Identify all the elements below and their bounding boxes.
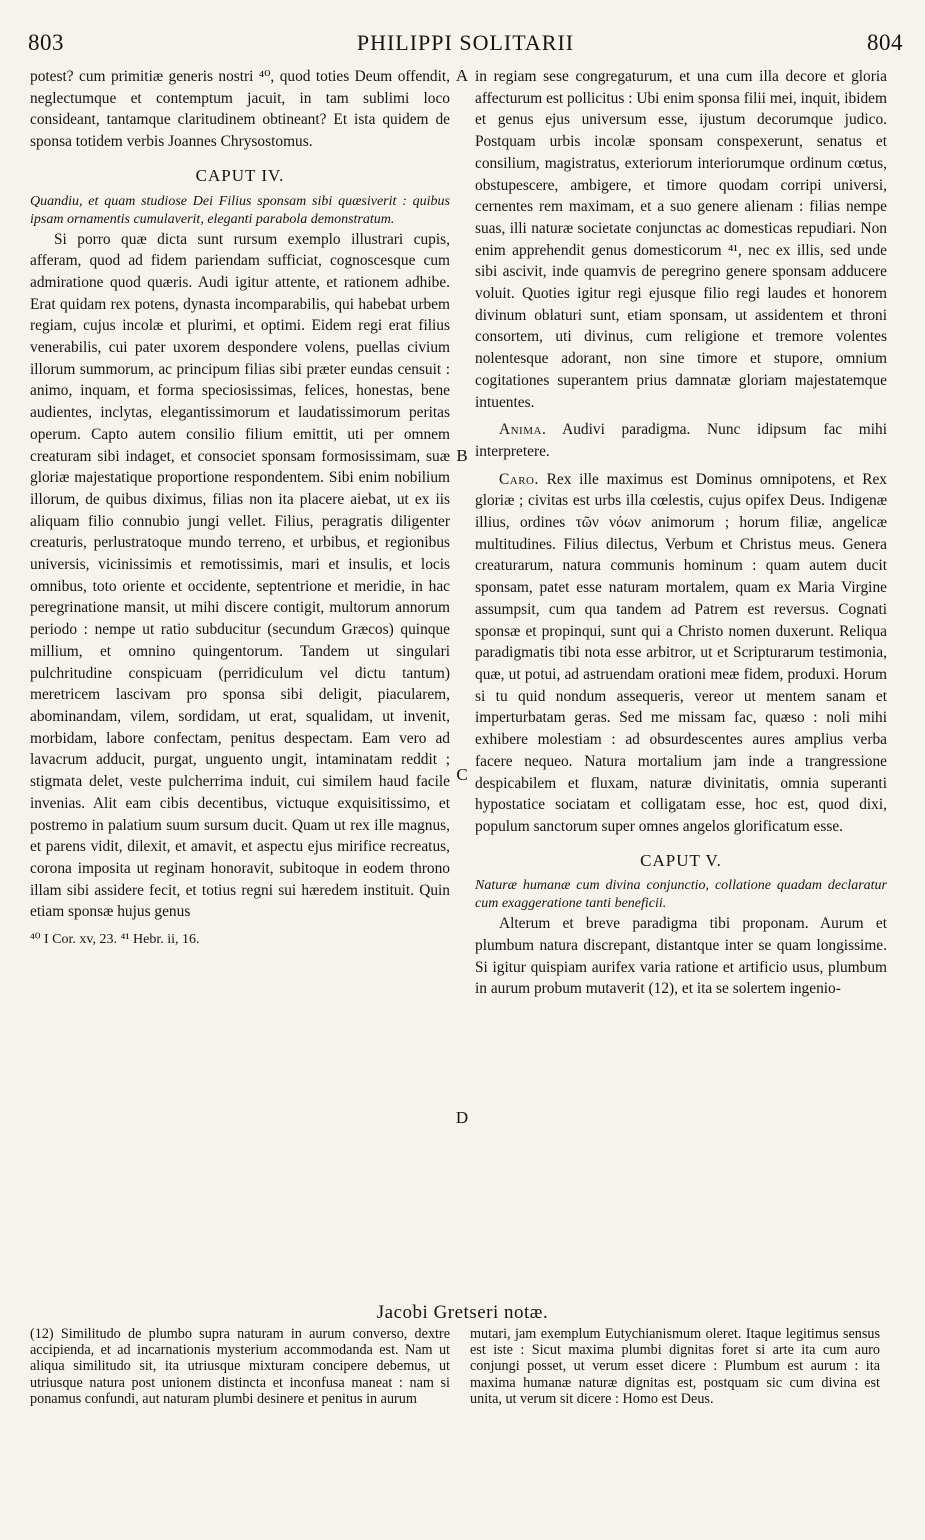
notes-left-column [30,1326,450,1407]
left-paragraph-2: Si porro quæ dicta sunt rursum exemplo illustrari cupis, afferam, quod ad fidem pariendam sufficiat, cognoscesque cum admiratione quod quæris. Audi igitur attente, et rationem adhibe. Erat quidam rex potens, dynasta incomparabilis, qui habebat urbem regiam, cujus incolæ et plurimi, et optimi. Eidem regi erat filius venerabilis, cui pater uxorem despondere volens, puellas civium illorum summorum, ac principum filias sibi præter eundas censuit : animo, inquam, et forma speciosissimas, felices, honestas, bene audientes, inclytas, elegantissimorum et laudatissimorum peritas operum. Capto autem consilio filium emittit, uti per omnem creaturam sibi indaget, et consociet sponsam formosissimam, suæ gloriæ majestatique proportione respondentem. Sibi enim nobilium illorum, de quibus diximus, filias non ita placere aiebat, ut ex iis aliquam filio connubio jungi vellet. Filius, peragratis diligenter creaturis, perlustratoque mundo terreno, et urbibus, et regionibus universis, vicinissimis et remotissimis, mari et insulis, et locis omnibus, toto oriente et occidente, septentrione et meridie, in hac peregrinatione mansit, ut mihi discere contigit, multorum annorum periodo : nempe ut ratio subducitur (secundum Græcos) quinque millium, et omnino quingentorum. Tandem ut singulari pulchritudine conspicuam (perridiculum vel dictu tantum) meretricem lascivam pro sponsa sibi deligit, piacularem, abominandam, vilem, sordidam, ut erat, squalidam, ut invenit, morbidam, labore confectam, penitus despectam. Eam vero ad lavacrum adducit, purgat, unguento ungit, intaminatam reddit ; stigmata delet, veste pulcherrima induit, cui similem haud facile invenias. Alit eam cibis decentibus, victuque exquisitissimo, et postremo in palatium suum sursum ducit. Quam ut rex ille magnus, et parens vidit, dilexit, et amavit, et aspectu ejus mirifice recreatus, corona imposita ut reginam honoravit, subitoque in eodem throno illam sibi assidere fecit, et totius regni sui hæredem instituit. Quin etiam sponsæ hujus genus [30,230,450,921]
note-12-part-2: mutari, jam exemplum Eutychianismum oleret. Itaque legitimus sensus est iste : Sicut maxima plumbi dignitas foret si arte ita cum auro conjungi posset, ut verum esset dicere : Plumbum est aurum : ita maxima humanæ naturæ dignitas est, postquam sic cum divina est unita, ut verum sit dicere : Homo est Deus. [470,1326,880,1407]
page-number-right: 804 [866,30,903,55]
left-footnotes: ⁴⁰ I Cor. xv, 23. ⁴¹ Hebr. ii, 16. [30,932,200,948]
notes-heading: Jacobi Gretseri notæ. [376,1302,549,1323]
left-column [30,66,450,951]
running-title: PHILIPPI SOLITARII [356,30,575,55]
right-paragraph-1: in regiam sese congregaturum, et una cum illa decore et gloria affecturum est pollicitus : Ubi enim sponsa filii mei, inquit, ibidem et genus ejus universum esse, ijustum decorumque judico. Postquam urbis incolæ sponsam conspexerunt, senatus et consilium, magistratus, exteriorum interiorumque ordinum cœtus, obstupescere, ambigere, et timore quodam corripi universi, cernentes rem maximam, et a suo genere alienam : filias nempe suas, illi naturæ societate conjunctas ac domesticas repudiari. Non enim apprehendit genus domesticorum ⁴¹, nec ex illis, sed unde sibi ascivit, inde quamvis de peregrino genere sponsam adducere voluit. Quoties igitur regi ejusque filio regi laudes et honorem divinum oblaturi sunt, etiam sponsam, ut assidentem et throni consortem, uti divinus, cum religione et tremore volentes nolentesque adorant, non sine timore et stupore, omnium cogitationes superantem prius damnatæ gloriam majestatemque intuentes. [475,68,887,411]
margin-marker-b: B [456,446,468,465]
note-12-part-1: (12) Similitudo de plumbo supra naturam in aurum converso, dextre accipienda, et ad incarnationis mysterium accommodanda est. Nam ut aliqua similitudo sit, ita utriusque mixturam concipere debemus, ut utriusque natura post unionem distincta et inconfusa maneat : nam si ponamus confundi, aut naturam plumbi desinere et penitus in aurum [30,1326,450,1407]
anima-speech [475,419,887,462]
margin-marker-d: D [455,1108,469,1127]
caput-iv-heading: CAPUT IV. [195,165,285,185]
notes-right-column [470,1326,880,1407]
anima-text: Audivi paradigma. Nunc idipsum fac mihi interpretere. [475,421,887,460]
caro-label: Caro. [499,470,539,488]
caro-speech [475,469,887,838]
caput-v-rubric: Naturæ humanæ cum divina conjunctio, collatione quadam declaratur cum exaggeratione tanti beneficii. [475,878,887,912]
caro-text: Rex ille maximus est Dominus omnipotens, et Rex gloriæ ; civitas est urbs illa cœlestis, cujus opifex Deus. Indigenæ illius, ordines τῶν νόων animorum ; horum filiæ, angelicæ multitudines. Filius dilectus, Verbum et Christus meus. Genera creaturarum, natura communis hominum : quam autem ducit sponsam, patet esse naturam mortalem, quam ex Maria Virgine assumpsit, cum qua tandem ad Patrem est reversus. Cognati sponsæ et propinqui, sunt qui a Christo nomen duxerunt. Reliqua paradigmatis tibi nota esse arbitror, ut et Scripturarum testimonia, quæ, ut potui, ad astruendam orationi meæ fidem, produxi. Horum si tu quid nondum assequeris, vereor ut mentem sanam et imperturbatam geras. Sed me missam fac, quæso : noli mihi exhibere molestiam : ad obsurdescentes aures amplius verba facere nequeo. Natura mortalium jam inde a trangressione despicabilem et fluxam, naturæ divinitatis, omnia superanti hypostatice sociatam et colligatam esse, hoc est, quod dixi, populum sanctorum super omnes angelos glorificatum esse. [475,470,887,835]
running-header [28,30,903,62]
left-paragraph-1: potest? cum primitiæ generis nostri ⁴⁰, quod toties Deum offendit, neglectumque et contemptum jacuit, in tam sublimi loco consideant, tantamque claritudinem obtineant? Et ista quidem de sponsa totidem verbis Joannes Chrysostomus. [30,68,450,151]
margin-marker-a: A [455,66,469,85]
page-number-left: 803 [28,30,64,55]
caput-v-heading: CAPUT V. [640,850,722,870]
right-column [475,66,887,1000]
caput-iv-rubric: Quandiu, et quam studiose Dei Filius sponsam sibi quæsiverit : quibus ipsam ornamentis cumulaverit, eleganti parabola demonstratum. [30,193,450,227]
right-paragraph-2: Alterum et breve paradigma tibi proponam. Aurum et plumbum natura discrepant, distantque inter se quam longissime. Si igitur quispiam aurifex varia ratione et artificio usus, plumbum in aurum probum mutaverit (12), et ita se solertem ingenio- [475,915,887,998]
margin-marker-c: C [456,765,468,784]
anima-label: Anima. [499,421,547,439]
